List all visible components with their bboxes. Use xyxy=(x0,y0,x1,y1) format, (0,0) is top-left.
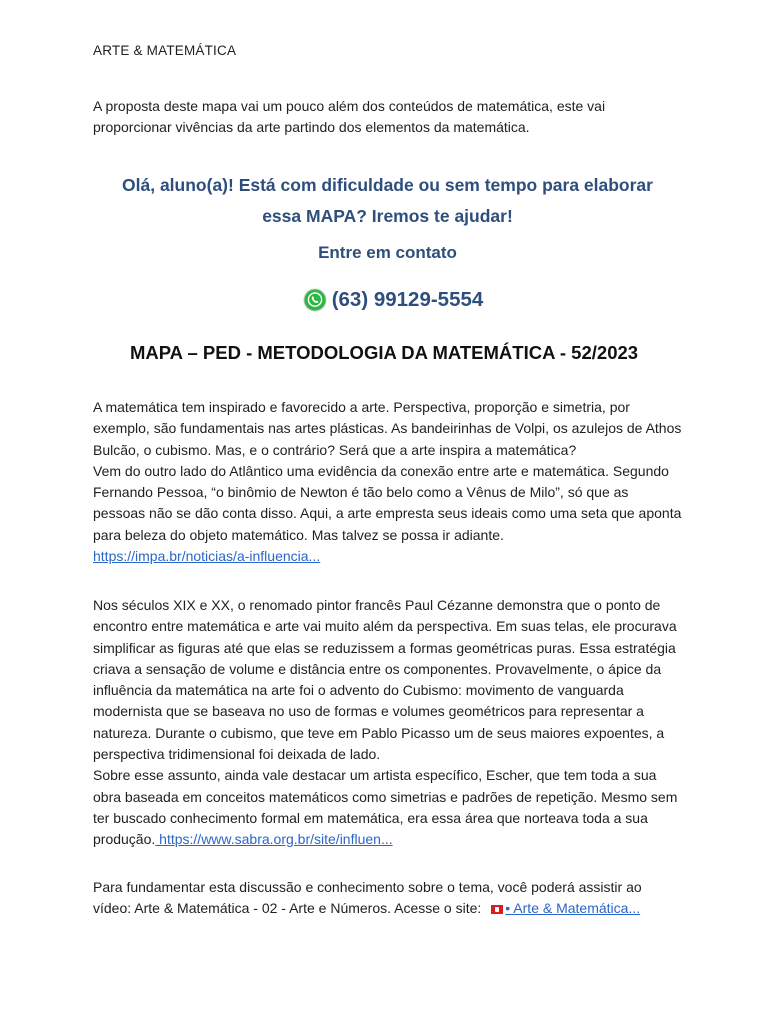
contact-label: Entre em contato xyxy=(318,243,457,262)
promo-line-1: Olá, aluno(a)! Está com dificuldade ou sem tempo para elaborar xyxy=(122,175,653,195)
paragraph-3-text: Para fundamentar esta discussão e conhecimento sobre o tema, você poderá assistir ao vídeo: Arte & Matemática - 02 - Arte e Números. Acesse o site: xyxy=(93,879,642,917)
paragraph-2 xyxy=(93,595,683,851)
whatsapp-icon xyxy=(303,288,327,312)
video-link-label: • Arte & Matemática... xyxy=(505,900,641,917)
paragraph-3 xyxy=(93,877,683,920)
paragraph-1-text-b: Vem do outro lado do Atlântico uma evidência da conexão entre arte e matemática. Segundo Fernando Pessoa, “o binômio de Newton é tão belo como a Vênus de Milo”, só que as pessoas não se dão conta disso. Aqui, a arte empresta seus ideais como uma seta que aponta para beleza do objeto matemático. Mas talvez se possa ir adiante. xyxy=(93,462,682,543)
paragraph-2-text-a: Nos séculos XIX e XX, o renomado pintor francês Paul Cézanne demonstra que o ponto de encontro entre matemática e arte vai muito além da perspectiva. Em suas telas, ele procurava simplificar as figuras até que elas se reduzissem a formas geométricas puras. Essa estratégia criava a sensação de volume e distância entre os componentes. Provavelmente, o ápice da influência da matemática na arte foi o advento do Cubismo: movimento de vanguarda modernista que se baseava no uso de formas e volumes geométricos para representar a natureza. Durante o cubismo, que teve em Pablo Picasso um de seus maiores expoentes, a perspectiva tridimensional foi deixada de lado. xyxy=(93,597,677,763)
main-heading: MAPA – PED - METODOLOGIA DA MATEMÁTICA - 52/2023 xyxy=(129,342,639,363)
sabra-link[interactable]: https://www.sabra.org.br/site/influen... xyxy=(155,831,393,848)
impa-link[interactable]: https://impa.br/noticias/a-influencia... xyxy=(93,548,321,565)
intro-paragraph: A proposta deste mapa vai um pouco além dos conteúdos de matemática, este vai proporcionar vivências da arte partindo dos elementos da matemática. xyxy=(93,98,606,135)
document-title: ARTE & MATEMÁTICA xyxy=(93,43,237,58)
paragraph-1-text-a: A matemática tem inspirado e favorecido a arte. Perspectiva, proporção e simetria, por exemplo, são fundamentais nas artes plásticas. As bandeirinhas de Volpi, os azulejos de Athos Bulcão, o cubismo. Mas, e o contrário? Será que a arte inspira a matemática? xyxy=(93,399,682,458)
youtube-icon xyxy=(491,905,503,914)
video-link[interactable] xyxy=(481,900,640,916)
phone-contact[interactable] xyxy=(0,288,768,312)
promo-message xyxy=(80,170,695,232)
promo-line-2: essa MAPA? Iremos te ajudar! xyxy=(262,206,513,226)
paragraph-2-text-b: Sobre esse assunto, ainda vale destacar um artista específico, Escher, que tem toda a sua obra baseada em conceitos matemáticos como simetrias e padrões de repetição. Mesmo sem ter buscado conhecimento formal em matemática, era essa área que norteava toda a sua produção. xyxy=(93,767,678,848)
phone-number: (63) 99129-5554 xyxy=(331,288,484,311)
paragraph-1 xyxy=(93,397,683,567)
